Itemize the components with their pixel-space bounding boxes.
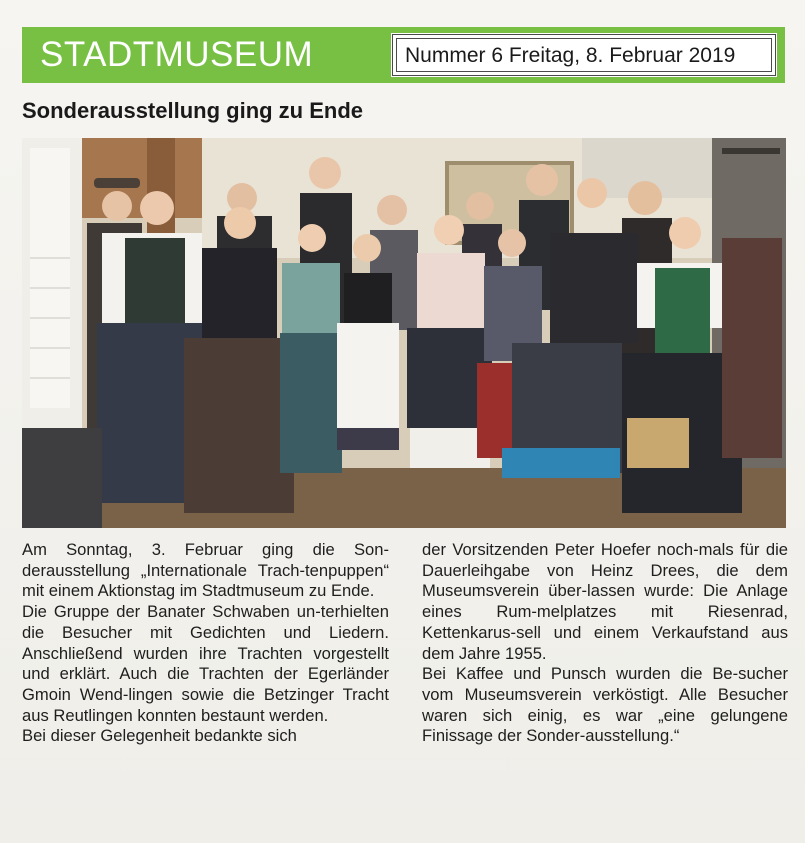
article-column-left	[22, 540, 389, 747]
paragraph: der Vorsitzenden Peter Hoefer noch-mals für die Dauerleihgabe von Heinz Drees, die dem Museumsverein über-lassen wurde: Die Anlage eines Rum-melplatzes mit Riesenrad, Kettenkarus-sell und einem Verkaufstand aus dem Jahre 1955.	[422, 540, 788, 663]
article-headline: Sonderausstellung ging zu Ende	[22, 98, 364, 123]
paragraph: Bei Kaffee und Punsch wurden die Be-sucher vom Museumsverein verköstigt. Alle Besucher waren sich einig, es war „eine gelungene Finissage der Sonder-ausstellung.“	[422, 664, 788, 746]
paragraph: Am Sonntag, 3. Februar ging die Son-derausstellung „Internationale Trach-tenpuppen“ mit einem Aktionstag im Stadtmuseum zu Ende.	[22, 540, 389, 601]
section-title: STADTMUSEUM	[40, 35, 314, 74]
issue-info: Nummer 6 Freitag, 8. Februar 2019	[396, 38, 772, 72]
group-photo	[22, 138, 786, 528]
article-column-right	[422, 540, 788, 747]
paragraph: Die Gruppe der Banater Schwaben un-terhielten die Besucher mit Gedichten und Liedern. Anschließend wurden ihre Trachten vorgestellt und erklärt. Auch die Trachten der Egerländer Gmoin Wend-lingen sowie die Betzinger Tracht aus Reutlingen konnten bestaunt werden.	[22, 602, 389, 725]
paragraph: Bei dieser Gelegenheit bedankte sich	[22, 726, 297, 746]
masthead-banner	[22, 27, 785, 83]
issue-info-box	[392, 34, 776, 76]
